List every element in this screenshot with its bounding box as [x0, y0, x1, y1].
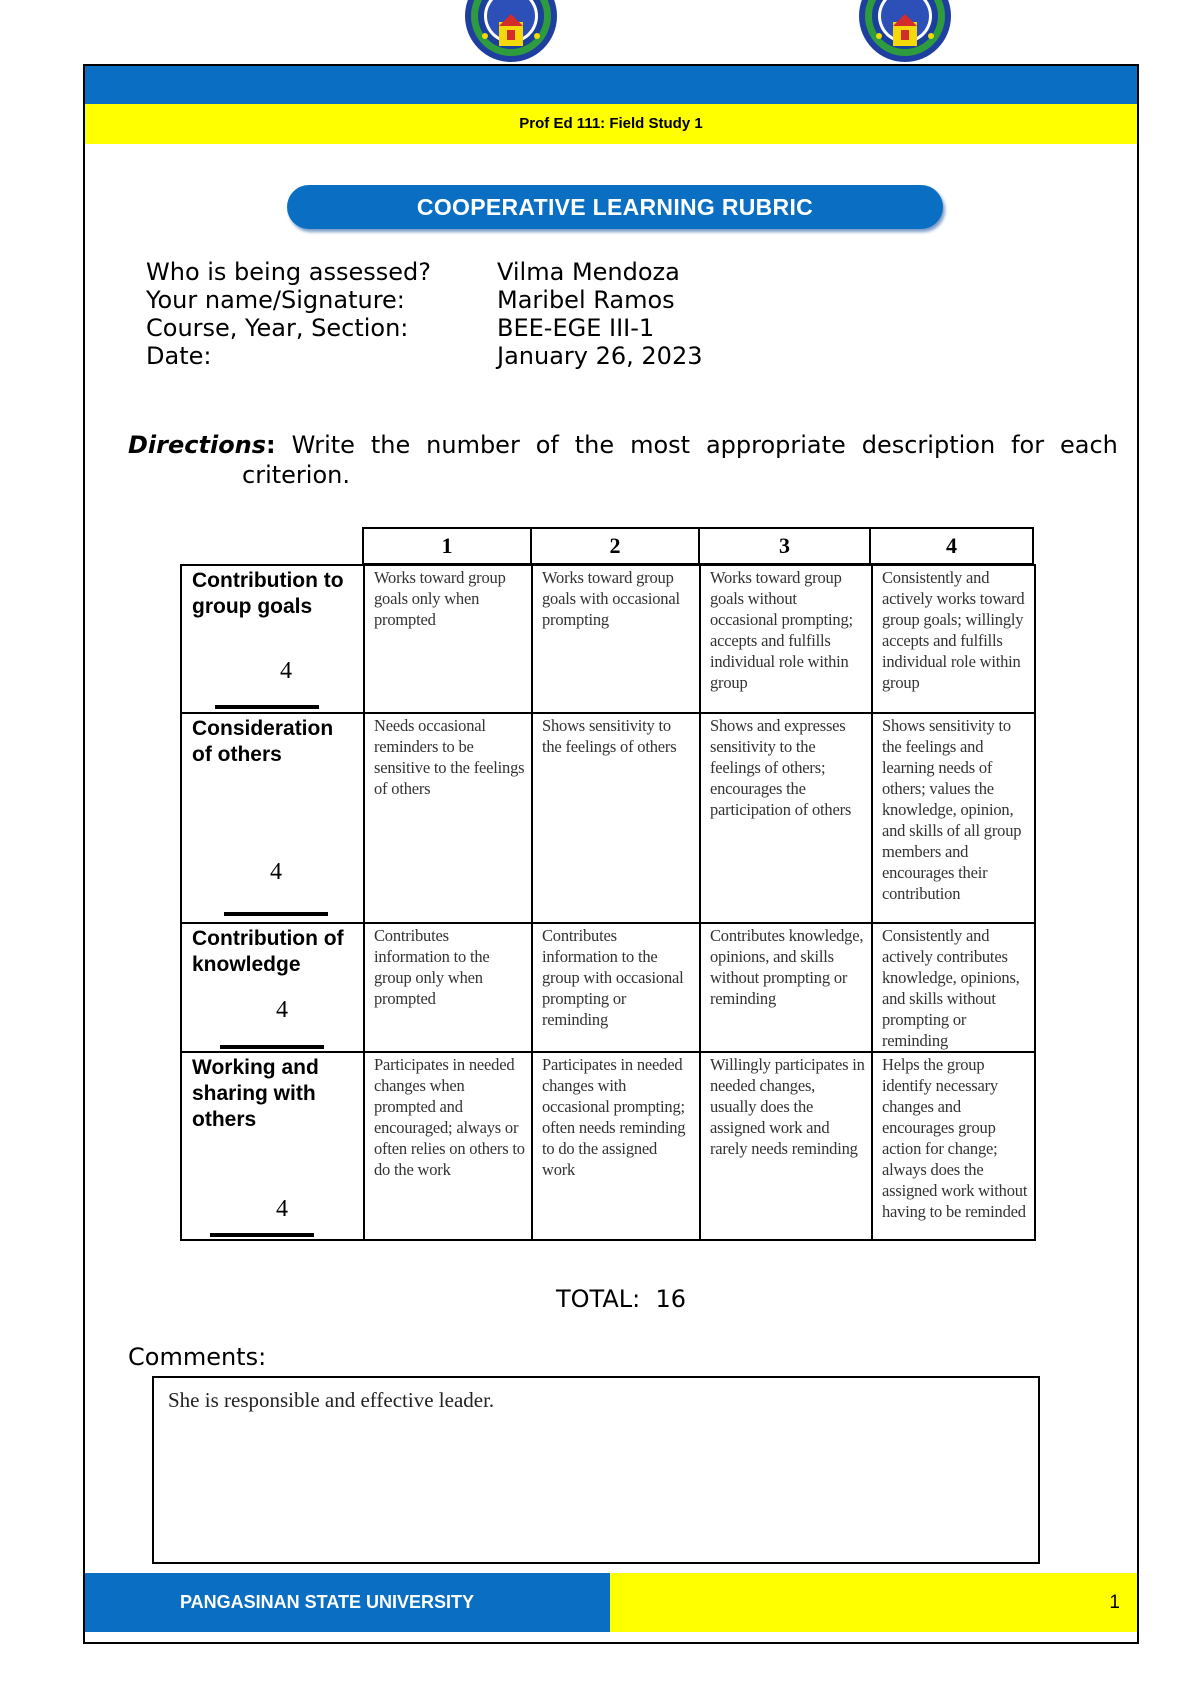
total-value: 16: [655, 1285, 687, 1313]
score-underline: [215, 705, 319, 709]
descriptor-cell: Willingly participates in needed changes, usually does the assigned work and rarely needs reminding: [700, 1052, 872, 1240]
info-value-course: BEE-EGE III-1: [497, 314, 655, 342]
level-header-2: 2: [530, 527, 700, 565]
info-label-date: Date:: [146, 342, 212, 370]
criterion-score: 4: [270, 859, 282, 885]
comments-text: She is responsible and effective leader.: [168, 1388, 495, 1412]
rubric-title: COOPERATIVE LEARNING RUBRIC: [287, 185, 943, 229]
directions-word: each: [1059, 431, 1118, 459]
criterion-name: Contribution to group goals: [192, 569, 344, 618]
score-underline: [220, 1045, 324, 1049]
directions: [128, 430, 1118, 490]
table-row: [181, 923, 1035, 1052]
criterion-name: Consideration of others: [192, 717, 334, 766]
criterion-score: 4: [280, 658, 292, 684]
descriptor-cell: Works toward group goals without occasional prompting; accepts and fulfills individual role within group: [700, 565, 872, 713]
directions-word: for: [1011, 431, 1045, 459]
university-seal-right-icon: [857, 0, 953, 64]
university-seal-left-icon: [463, 0, 559, 64]
descriptor-cell: Helps the group identify necessary changes and encourages group action for change; always does the assigned work without having to be reminded: [872, 1052, 1035, 1240]
descriptor-cell: Consistently and actively works toward group goals; willingly accepts and fulfills individual role within group: [872, 565, 1035, 713]
descriptor-cell: Works toward group goals only when prompted: [364, 565, 532, 713]
directions-line-1: [128, 430, 1118, 460]
info-value-assessed: Vilma Mendoza: [497, 258, 680, 286]
course-title: Prof Ed 111: Field Study 1: [519, 115, 703, 132]
directions-word: description: [861, 431, 996, 459]
table-row: [181, 713, 1035, 923]
comments-box: [152, 1376, 1040, 1564]
directions-word: Write: [291, 431, 355, 459]
descriptor-cell: Shows sensitivity to the feelings of others: [532, 713, 700, 923]
directions-word: number: [426, 431, 520, 459]
score-underline: [210, 1233, 314, 1237]
comments-label: Comments:: [128, 1343, 267, 1371]
descriptor-cell: Shows sensitivity to the feelings and learning needs of others; values the knowledge, opinion, and skills of all group members and encourages their contribution: [872, 713, 1035, 923]
table-row: [181, 1052, 1035, 1240]
footer-university: PANGASINAN STATE UNIVERSITY: [180, 1592, 475, 1612]
table-row: [181, 565, 1035, 713]
criterion-name: Contribution of knowledge: [192, 927, 344, 976]
criterion-cell: [181, 923, 364, 1052]
page-number: 1: [1109, 1592, 1120, 1613]
directions-word: of: [535, 431, 559, 459]
directions-heading: Directions:: [128, 431, 276, 459]
criterion-score: 4: [276, 997, 288, 1023]
descriptor-cell: Works toward group goals with occasional prompting: [532, 565, 700, 713]
directions-word: the: [370, 431, 411, 459]
descriptor-cell: Needs occasional reminders to be sensitive to the feelings of others: [364, 713, 532, 923]
descriptor-cell: Contributes information to the group only when prompted: [364, 923, 532, 1052]
info-value-date: January 26, 2023: [497, 342, 703, 370]
criterion-score: 4: [276, 1196, 288, 1222]
info-value-name: Maribel Ramos: [497, 286, 675, 314]
criterion-cell: [181, 1052, 364, 1240]
level-header-1: 1: [362, 527, 532, 565]
criterion-name: Working and sharing with others: [192, 1056, 319, 1131]
level-header-4: 4: [869, 527, 1034, 565]
directions-word: the: [574, 431, 615, 459]
descriptor-cell: Shows and expresses sensitivity to the feelings of others; encourages the participation of others: [700, 713, 872, 923]
rubric-table: [180, 564, 1036, 1241]
directions-word: most: [630, 431, 691, 459]
header-blue-band: [85, 66, 1137, 104]
descriptor-cell: Consistently and actively contributes knowledge, opinions, and skills without prompting or reminding: [872, 923, 1035, 1052]
total-score: [556, 1285, 686, 1313]
score-underline: [224, 912, 328, 916]
descriptor-cell: Participates in needed changes when prompted and encouraged; always or often relies on others to do the work: [364, 1052, 532, 1240]
info-label-assessed: Who is being assessed?: [146, 258, 432, 286]
info-label-course: Course, Year, Section:: [146, 314, 409, 342]
level-header-3: 3: [698, 527, 871, 565]
criterion-cell: [181, 565, 364, 713]
criterion-cell: [181, 713, 364, 923]
info-label-name: Your name/Signature:: [146, 286, 405, 314]
descriptor-cell: Participates in needed changes with occasional prompting; often needs reminding to do the assigned work: [532, 1052, 700, 1240]
total-label: TOTAL:: [556, 1285, 641, 1313]
footer-yellow-band: [610, 1573, 1137, 1632]
directions-word: appropriate: [705, 431, 846, 459]
descriptor-cell: Contributes information to the group with occasional prompting or reminding: [532, 923, 700, 1052]
directions-line-2: criterion.: [242, 461, 350, 489]
descriptor-cell: Contributes knowledge, opinions, and skills without prompting or reminding: [700, 923, 872, 1052]
